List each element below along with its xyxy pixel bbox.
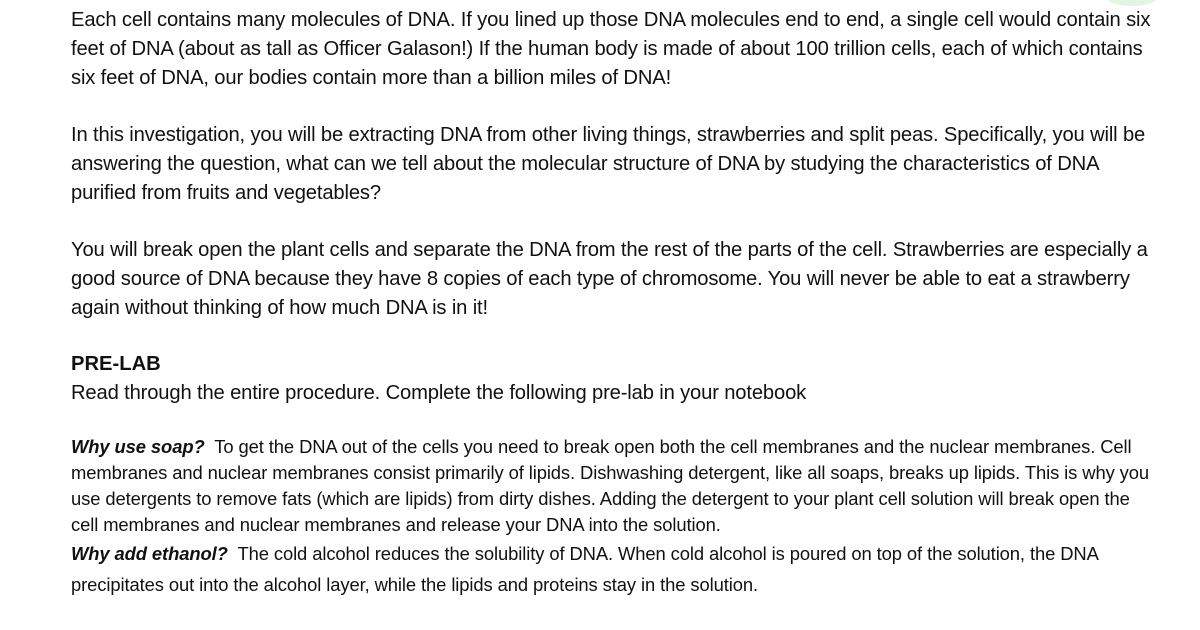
qa-soap-question: Why use soap? (71, 436, 205, 457)
spacer (71, 323, 1151, 350)
qa-ethanol-question: Why add ethanol? (71, 543, 228, 564)
intro-paragraph-3: You will break open the plant cells and separate the DNA from the rest of the parts of the cell. Strawberries are especially a good source of DNA because they have 8 copies of each type of chromosome. You will never be able to eat a strawberry again without thinking of how much DNA is in it! (71, 239, 1148, 319)
document-page (71, 6, 1151, 600)
spacer (71, 208, 1151, 236)
spacer (71, 408, 1151, 434)
qa-ethanol-answer: The cold alcohol reduces the solubility of DNA. When cold alcohol is poured on top of the solution, the DNA precipitates out into the alcohol layer, while the lipids and proteins stay in the solution. (71, 543, 1098, 595)
qa-ethanol (71, 538, 1151, 600)
intro-paragraph-1: Each cell contains many molecules of DNA. If you lined up those DNA molecules end to end, a single cell would contain six feet of DNA (about as tall as Officer Galason!) If the human body is made of about 100 trillion cells, each of which contains six feet of DNA, our bodies contain more than a billion miles of DNA! (71, 9, 1151, 89)
spacer (71, 93, 1151, 121)
qa-soap-answer: To get the DNA out of the cells you need to break open both the cell membranes and the nuclear membranes. Cell membranes and nuclear membranes consist primarily of lipids. Dishwashing detergent, like all soaps, breaks up lipids. This is why you use detergents to remove fats (which are lipids) from dirty dishes. Adding the detergent to your plant cell solution will break open the cell membranes and nuclear membranes and release your DNA into the solution. (71, 436, 1150, 535)
prelab-heading: PRE-LAB (71, 353, 161, 375)
qa-soap (71, 434, 1151, 538)
intro-paragraph-2: In this investigation, you will be extracting DNA from other living things, strawberries and split peas. Specifically, you will be answering the question, what can we tell about the molecular structure of DNA by studying the characteristics of DNA purified from fruits and vegetables? (71, 124, 1146, 204)
prelab-instruction: Read through the entire procedure. Complete the following pre-lab in your notebook (71, 382, 807, 404)
